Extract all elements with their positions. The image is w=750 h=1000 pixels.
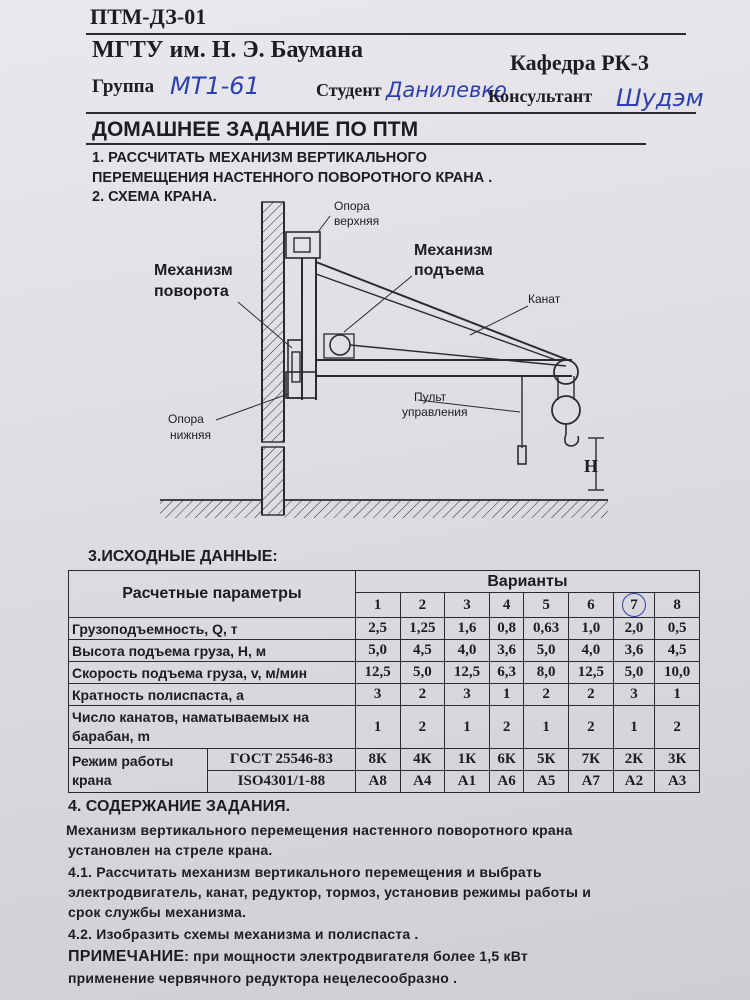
variant-number: 6 (569, 593, 614, 618)
table-cell: А8 (355, 771, 400, 793)
page-title: ДОМАШНЕЕ ЗАДАНИЕ ПО ПТМ (92, 118, 419, 141)
table-cell: 2 (400, 684, 445, 706)
table-row-gost (69, 749, 700, 771)
iso-label: ISO4301/1-88 (208, 771, 356, 793)
upper-support-label-2: верхняя (334, 214, 380, 228)
note-line-2: применение червячного редуктора нецелесообразно . (68, 970, 458, 986)
table-cell: А4 (400, 771, 445, 793)
row-label: Высота подъема груза, Н, м (69, 640, 356, 662)
table-cell: 4,5 (655, 640, 700, 662)
note-line (68, 948, 528, 966)
data-heading: 3.ИСХОДНЫЕ ДАННЫЕ: (88, 548, 278, 565)
table-row (69, 684, 700, 706)
table-row (69, 618, 700, 640)
rope-label: Канат (528, 292, 561, 306)
variant-number-selected (613, 593, 655, 618)
variant-number: 1 (355, 593, 400, 618)
table-cell: 6,3 (489, 662, 524, 684)
group-label: Группа (92, 76, 155, 97)
table-cell: 2 (569, 684, 614, 706)
table-row (69, 640, 700, 662)
table-cell: 4,0 (445, 640, 490, 662)
table-cell: 10,0 (655, 662, 700, 684)
row-label: Кратность полиспаста, а (69, 684, 356, 706)
task-line-1: 1. РАССЧИТАТЬ МЕХАНИЗМ ВЕРТИКАЛЬНОГО (92, 150, 427, 166)
row-label (69, 706, 356, 749)
lift-mech-label-1: Механизм (414, 242, 493, 259)
doc-code: ПТМ-ДЗ-01 (90, 4, 207, 29)
variant-number: 5 (524, 593, 569, 618)
selected-variant: 7 (622, 593, 646, 617)
table-cell: А6 (489, 771, 524, 793)
table-cell: А7 (569, 771, 614, 793)
table-cell: 3 (355, 684, 400, 706)
mode-label-2: крана (72, 771, 112, 788)
table-cell: 5,0 (613, 662, 655, 684)
student-value: Данилевко (386, 78, 507, 102)
ropes-label-1: Число канатов, наматываемых на (72, 709, 310, 725)
table-cell: 8К (355, 749, 400, 771)
variant-number: 8 (655, 593, 700, 618)
table-cell: 2К (613, 749, 655, 771)
row-label: Грузоподъемность, Q, т (69, 618, 356, 640)
content-p1b: установлен на стреле крана. (68, 842, 273, 858)
table-cell: 2,5 (355, 618, 400, 640)
table-cell: 5,0 (400, 662, 445, 684)
group-value: МТ1-61 (170, 72, 260, 100)
content-p1: Механизм вертикального перемещения настенного поворотного крана (66, 822, 573, 838)
table-cell: 1 (524, 706, 569, 749)
lift-mech-label-2: подъема (414, 262, 485, 279)
table-cell: 12,5 (355, 662, 400, 684)
table-cell: 7К (569, 749, 614, 771)
table-cell: 1,6 (445, 618, 490, 640)
variant-number: 2 (400, 593, 445, 618)
rotation-mech-label-2: поворота (154, 283, 229, 300)
variant-number: 3 (445, 593, 490, 618)
table-cell: 4,5 (400, 640, 445, 662)
table-cell: 12,5 (445, 662, 490, 684)
table-cell: 3 (613, 684, 655, 706)
table-cell: 2 (489, 706, 524, 749)
content-p2b: электродвигатель, канат, редуктор, тормоз, установив режимы работы и (68, 884, 592, 900)
table-row (69, 662, 700, 684)
task-line-3: 2. СХЕМА КРАНА. (92, 189, 217, 205)
table-cell: А1 (445, 771, 490, 793)
gost-label: ГОСТ 25546-83 (208, 749, 356, 771)
table-cell: 2 (400, 706, 445, 749)
table-cell: А3 (655, 771, 700, 793)
table-cell: 1,0 (569, 618, 614, 640)
table-cell: 3 (445, 684, 490, 706)
table-cell: 2 (655, 706, 700, 749)
table-cell: 5К (524, 749, 569, 771)
content-heading: 4. СОДЕРЖАНИЕ ЗАДАНИЯ. (68, 798, 291, 815)
table-cell: 1 (355, 706, 400, 749)
university-name: МГТУ им. Н. Э. Баумана (92, 37, 364, 63)
note-label: ПРИМЕЧАНИЕ (68, 948, 185, 965)
department-name: Кафедра РК-3 (510, 50, 649, 75)
content-p3: 4.2. Изобразить схемы механизма и полиспаста . (68, 926, 419, 942)
table-cell: 0,8 (489, 618, 524, 640)
table-cell: 3,6 (489, 640, 524, 662)
table-row-ropes (69, 706, 700, 749)
table-cell: 5,0 (355, 640, 400, 662)
table-cell: 3К (655, 749, 700, 771)
note-text: : при мощности электродвигателя более 1,5 кВт (184, 948, 528, 964)
table-cell: 8,0 (524, 662, 569, 684)
table-cell: 2 (524, 684, 569, 706)
table-cell: 1 (655, 684, 700, 706)
rotation-mech-label-1: Механизм (154, 262, 233, 279)
table-cell: 0,5 (655, 618, 700, 640)
content-p2: 4.1. Рассчитать механизм вертикального перемещения и выбрать (68, 864, 542, 880)
student-label: Студент (316, 80, 382, 100)
table-cell: 3,6 (613, 640, 655, 662)
variant-number: 4 (489, 593, 524, 618)
table-cell: 4,0 (569, 640, 614, 662)
wall-hatch (262, 202, 284, 442)
table-cell: 5,0 (524, 640, 569, 662)
consultant-label: Консультант (488, 86, 593, 106)
control-label-2: управления (402, 405, 468, 419)
task-line-2: ПЕРЕМЕЩЕНИЯ НАСТЕННОГО ПОВОРОТНОГО КРАНА . (92, 170, 493, 186)
table-cell: 2,0 (613, 618, 655, 640)
table-cell: А5 (524, 771, 569, 793)
lower-support-label-2: нижняя (170, 428, 211, 442)
params-table (68, 570, 700, 793)
lower-support-label-1: Опора (168, 412, 204, 426)
content-p2c: срок службы механизма. (68, 904, 247, 920)
control-label-1: Пульт (414, 390, 447, 404)
table-cell: 6К (489, 749, 524, 771)
table-cell: 0,63 (524, 618, 569, 640)
height-mark: Н (584, 456, 599, 476)
upper-support-label-1: Опора (334, 199, 370, 213)
ropes-label-2: барабан, m (72, 728, 150, 744)
row-label: Скорость подъема груза, v, м/мин (69, 662, 356, 684)
table-cell: 1 (445, 706, 490, 749)
table-cell: 2 (569, 706, 614, 749)
table-cell: 12,5 (569, 662, 614, 684)
table-cell: А2 (613, 771, 655, 793)
table-cell: 1К (445, 749, 490, 771)
mode-label-1: Режим работы (72, 752, 174, 769)
mode-label (69, 749, 208, 793)
table-cell: 1,25 (400, 618, 445, 640)
table-cell: 4К (400, 749, 445, 771)
consultant-value: Шудэм (616, 84, 704, 112)
params-header: Расчетные параметры (69, 571, 356, 618)
table-cell: 1 (613, 706, 655, 749)
table-cell: 1 (489, 684, 524, 706)
variants-header: Варианты (355, 571, 699, 593)
